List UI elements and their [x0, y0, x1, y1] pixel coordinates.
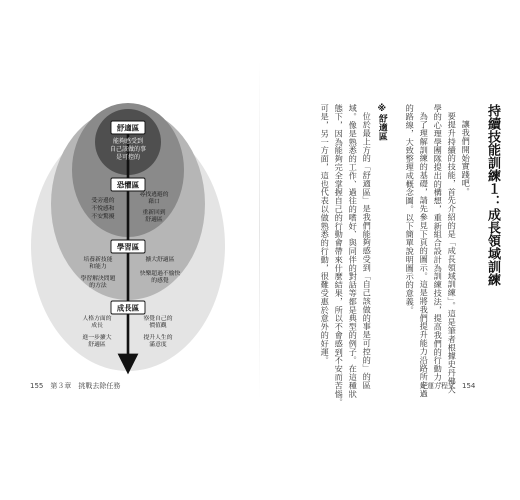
learning-right-line: 擴大舒適區	[145, 257, 175, 263]
fear-right-line: 舒適區	[145, 217, 163, 223]
comfort-zone-label: 舒適區	[116, 123, 140, 133]
fear-left-line: 不安驚擾	[91, 214, 115, 220]
body-column: 可是，另一方面，這也代表以做熟悉的行動，很難受惠於意外的好運。	[320, 104, 331, 365]
page-fold	[259, 60, 260, 400]
comfort-line: 是可控的	[115, 154, 141, 161]
growth-right-line: 價值觀	[149, 323, 167, 329]
fear-right-line: 藉口	[148, 199, 160, 205]
fear-right-line: 重新回到	[142, 210, 166, 216]
comfort-zone-box	[111, 121, 145, 134]
comfort-line: 自己該做的事	[109, 146, 147, 153]
growth-left-line: 進一步擴大	[82, 335, 112, 341]
growth-right-line: 提升人生的	[143, 335, 173, 341]
body-column: 位於最上方的「舒適區」是我們能夠感受到「自己該做的事是可控的」的區	[362, 112, 373, 390]
body-column: 學的心理學團隊提出的構想，重新組合設計為訓練技法，提高我們的行動力。	[433, 104, 444, 390]
fear-zone-label: 恐懼區	[116, 180, 140, 190]
growth-left-line: 舒適區	[88, 342, 106, 348]
growth-right-line: 察覺自己的	[143, 316, 173, 322]
learning-left-line: 的方法	[89, 283, 107, 289]
fear-right-line: 尋找逃避的	[139, 192, 169, 198]
fear-zone-left-text	[91, 196, 114, 220]
learning-left-line: 和能力	[89, 264, 107, 270]
learning-left-line: 培養新技能	[83, 257, 113, 263]
learning-zone-label: 學習區	[116, 242, 140, 252]
body-column: 為了理解訓練的基礎，請先參見下頁的圖示。這是將我們提升能力沿路所走過	[419, 112, 430, 398]
fear-zone-box	[111, 178, 145, 191]
growth-right-line: 滿意度	[149, 342, 167, 348]
growth-left-line: 成長	[91, 323, 103, 329]
learning-right-line: 的感覺	[151, 278, 169, 284]
learning-left-line: 學習解決問題	[80, 276, 116, 282]
body-column: 的路線，大致整理成概念圖。以下簡單說明圖示的意義。	[405, 104, 416, 314]
body-column: 態下，因為能夠完全掌握自己的行動會帶來什麼結果，所以不會感到不安而苦惱。	[334, 104, 345, 407]
right-page-footer: 好運方程式 154	[420, 382, 476, 390]
comfort-line: 能夠感受到	[112, 138, 144, 145]
fear-left-line: 不悅感和	[91, 206, 115, 212]
body-column: 讓我們開始實踐吧。	[461, 120, 472, 196]
fear-left-line: 受旁邊的	[91, 198, 115, 204]
body-column: 域。像是熟悉的工作、過往的嗜好、與同伴的對話等都是典型的例子。在這種狀	[348, 104, 359, 398]
section-title: 持續技能訓練１：成長領域訓練	[485, 104, 500, 286]
body-column: 要提升持續的技能，首先介紹的是「成長領域訓練」。這是筆者根據史丹佛大	[447, 112, 458, 394]
learning-zone-box	[111, 240, 145, 253]
growth-zone-box	[111, 301, 145, 314]
growth-left-line: 人格方面的	[82, 316, 112, 322]
left-page-footer: 155 第３章 挑戰去除任務	[30, 382, 121, 390]
learning-right-line: 快樂超過不愉快	[139, 271, 181, 277]
growth-zone-label: 成長區	[116, 303, 140, 313]
comfort-zone-heading: ※舒適區	[376, 104, 387, 141]
